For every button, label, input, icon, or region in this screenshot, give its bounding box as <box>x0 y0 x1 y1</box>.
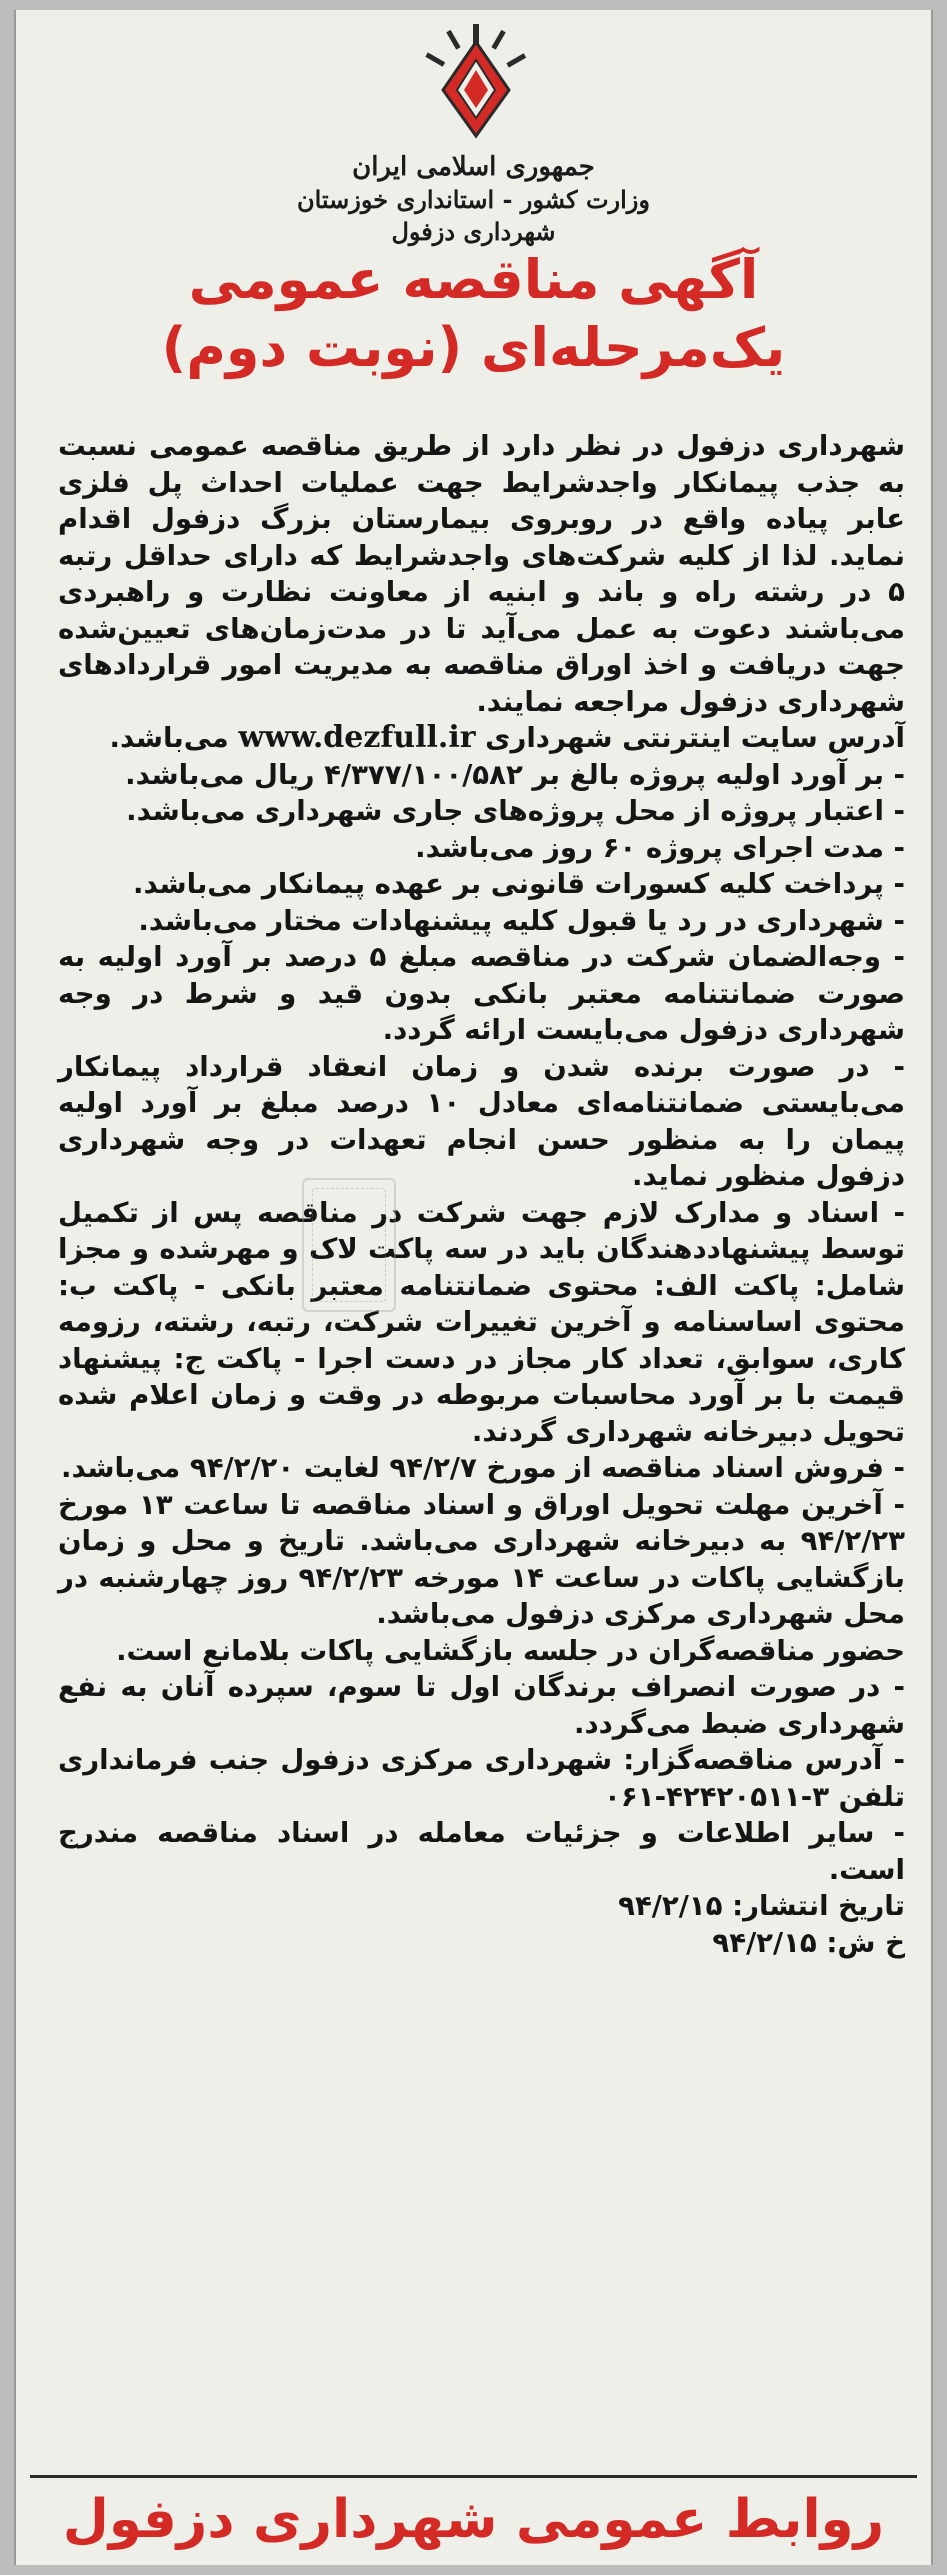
clause-funding: - اعتبار پروژه از محل پروژه‌های جاری شهرداری می‌باشد. <box>126 794 905 827</box>
website-line <box>58 720 905 757</box>
header-line-ministry: وزارت کشور - استانداری خوزستان <box>296 185 650 214</box>
clause-performance-bond: - در صورت برنده شدن و زمان انعقاد قرارداد پیمانکار می‌بایستی ضمانتنامه‌ای معادل ۱۰ درصد مبلغ بر آورد اولیه پیمان را به منظور حسن انجام تعهدات در وجه شهرداری دزفول منظور نماید. <box>58 1049 905 1192</box>
clause-sale-dates: - فروش اسناد مناقصه از مورخ ۹۴/۲/۷ لغایت ۹۴/۲/۲۰ می‌باشد. <box>60 1451 905 1484</box>
clause-other-info: - سایر اطلاعات و جزئیات معامله در اسناد مناقصه مندرج است. <box>58 1816 905 1886</box>
website-url: www.dezfull.ir <box>238 720 476 755</box>
clause-withdrawal: - در صورت انصراف برندگان اول تا سوم، سپرده آنان به نفع شهرداری ضبط می‌گردد. <box>58 1670 905 1740</box>
clause-address: - آدرس مناقصه‌گزار: شهرداری مرکزی دزفول جنب فرمانداری تلفن ۳-۴۲۴۲۰۵۱۱-۰۶۱ <box>58 1743 905 1813</box>
clause-bid-bond: - وجه‌الضمان شرکت در مناقصه مبلغ ۵ درصد بر آورد اولیه به صورت ضمانتنامه معتبر بانکی بدون قید و شرط در وجه شهرداری دزفول می‌بایست ارائه گردد. <box>58 940 905 1046</box>
ad-title-line2: یک‌مرحله‌ای (نوبت دوم) <box>161 316 786 379</box>
header-line-country: جمهوری اسلامی ایران <box>352 152 595 182</box>
intro-paragraph: شهرداری دزفول در نظر دارد از طریق مناقصه عمومی نسبت به جذب پیمانکار واجدشرایط جهت عملیات احداث پل فلزی عابر پیاده واقع در روبروی بیمارستان بزرگ دزفول اقدام نماید. لذا از کلیه شرکت‌های واجدشرایط که دارای حداقل رتبه ۵ در رشته راه و باند و ابنیه از معاونت نظارت و راهبردی می‌باشند دعوت به عمل می‌آید تا در مدت‌زمان‌های تعیین‌شده جهت دریافت و اخذ اوراق مناقصه به مدیریت امور قراردادهای شهرداری دزفول مراجعه نمایند. <box>58 429 905 718</box>
clause-attendance: حضور مناقصه‌گران در جلسه بازگشایی پاکات بلامانع است. <box>116 1633 905 1667</box>
emblem-icon <box>421 24 531 144</box>
publication-date: تاریخ انتشار: ۹۴/۲/۱۵ <box>618 1889 905 1922</box>
clause-deductions: - پرداخت کلیه کسورات قانونی بر عهده پیمانکار می‌باشد. <box>133 867 905 900</box>
reference-code: خ ش: ۹۴/۲/۱۵ <box>712 1925 905 1959</box>
ad-title <box>16 246 931 382</box>
clause-duration: - مدت اجرای پروژه ۶۰ روز می‌باشد. <box>415 830 905 864</box>
newspaper-clipping <box>14 10 933 2565</box>
faint-stamp <box>302 1178 396 1312</box>
website-suffix: می‌باشد. <box>109 721 229 754</box>
clause-documents: - اسناد و مدارک لازم جهت شرکت در مناقصه پس از تکمیل توسط پیشنهاددهندگان باید در سه پاکت لاک و مهرشده و مجزا شامل: پاکت الف: محتوی ضمانتنامه معتبر بانکی - پاکت ب: محتوی اساسنامه و آخرین تغییرات شرکت، رتبه، رشته، رزومه کاری، سوابق، تعداد کار مجاز در دست اجرا - پاکت ج: پیشنهاد قیمت با بر آورد محاسبات مربوطه در وقت و زمان اعلام شده تحویل دبیرخانه شهرداری گردند. <box>58 1195 905 1448</box>
clause-discretion: - شهرداری در رد یا قبول کلیه پیشنهادات مختار می‌باشد. <box>138 903 905 937</box>
issuer-header <box>16 150 931 248</box>
footer-divider <box>30 2475 917 2478</box>
header-line-municipality: شهرداری دزفول <box>391 217 556 246</box>
ad-body <box>58 428 905 1961</box>
footer-signature: روابط عمومی شهرداری دزفول <box>62 2489 885 2550</box>
website-prefix: آدرس سایت اینترنتی شهرداری <box>485 721 905 754</box>
clause-deadline: - آخرین مهلت تحویل اوراق و اسناد مناقصه تا ساعت ۱۳ مورخ ۹۴/۲/۲۳ به دبیرخانه شهرداری می‌باشد. تاریخ و محل و زمان بازگشایی پاکات در ساعت ۱۴ مورخه ۹۴/۲/۲۳ روز چهارشنبه در محل شهرداری مرکزی دزفول می‌باشد. <box>58 1487 906 1630</box>
clause-estimate: - بر آورد اولیه پروژه بالغ بر ۴/۳۷۷/۱۰۰/۵۸۲ ریال می‌باشد. <box>125 757 905 791</box>
ad-title-line1: آگهی مناقصه عمومی <box>188 248 759 311</box>
